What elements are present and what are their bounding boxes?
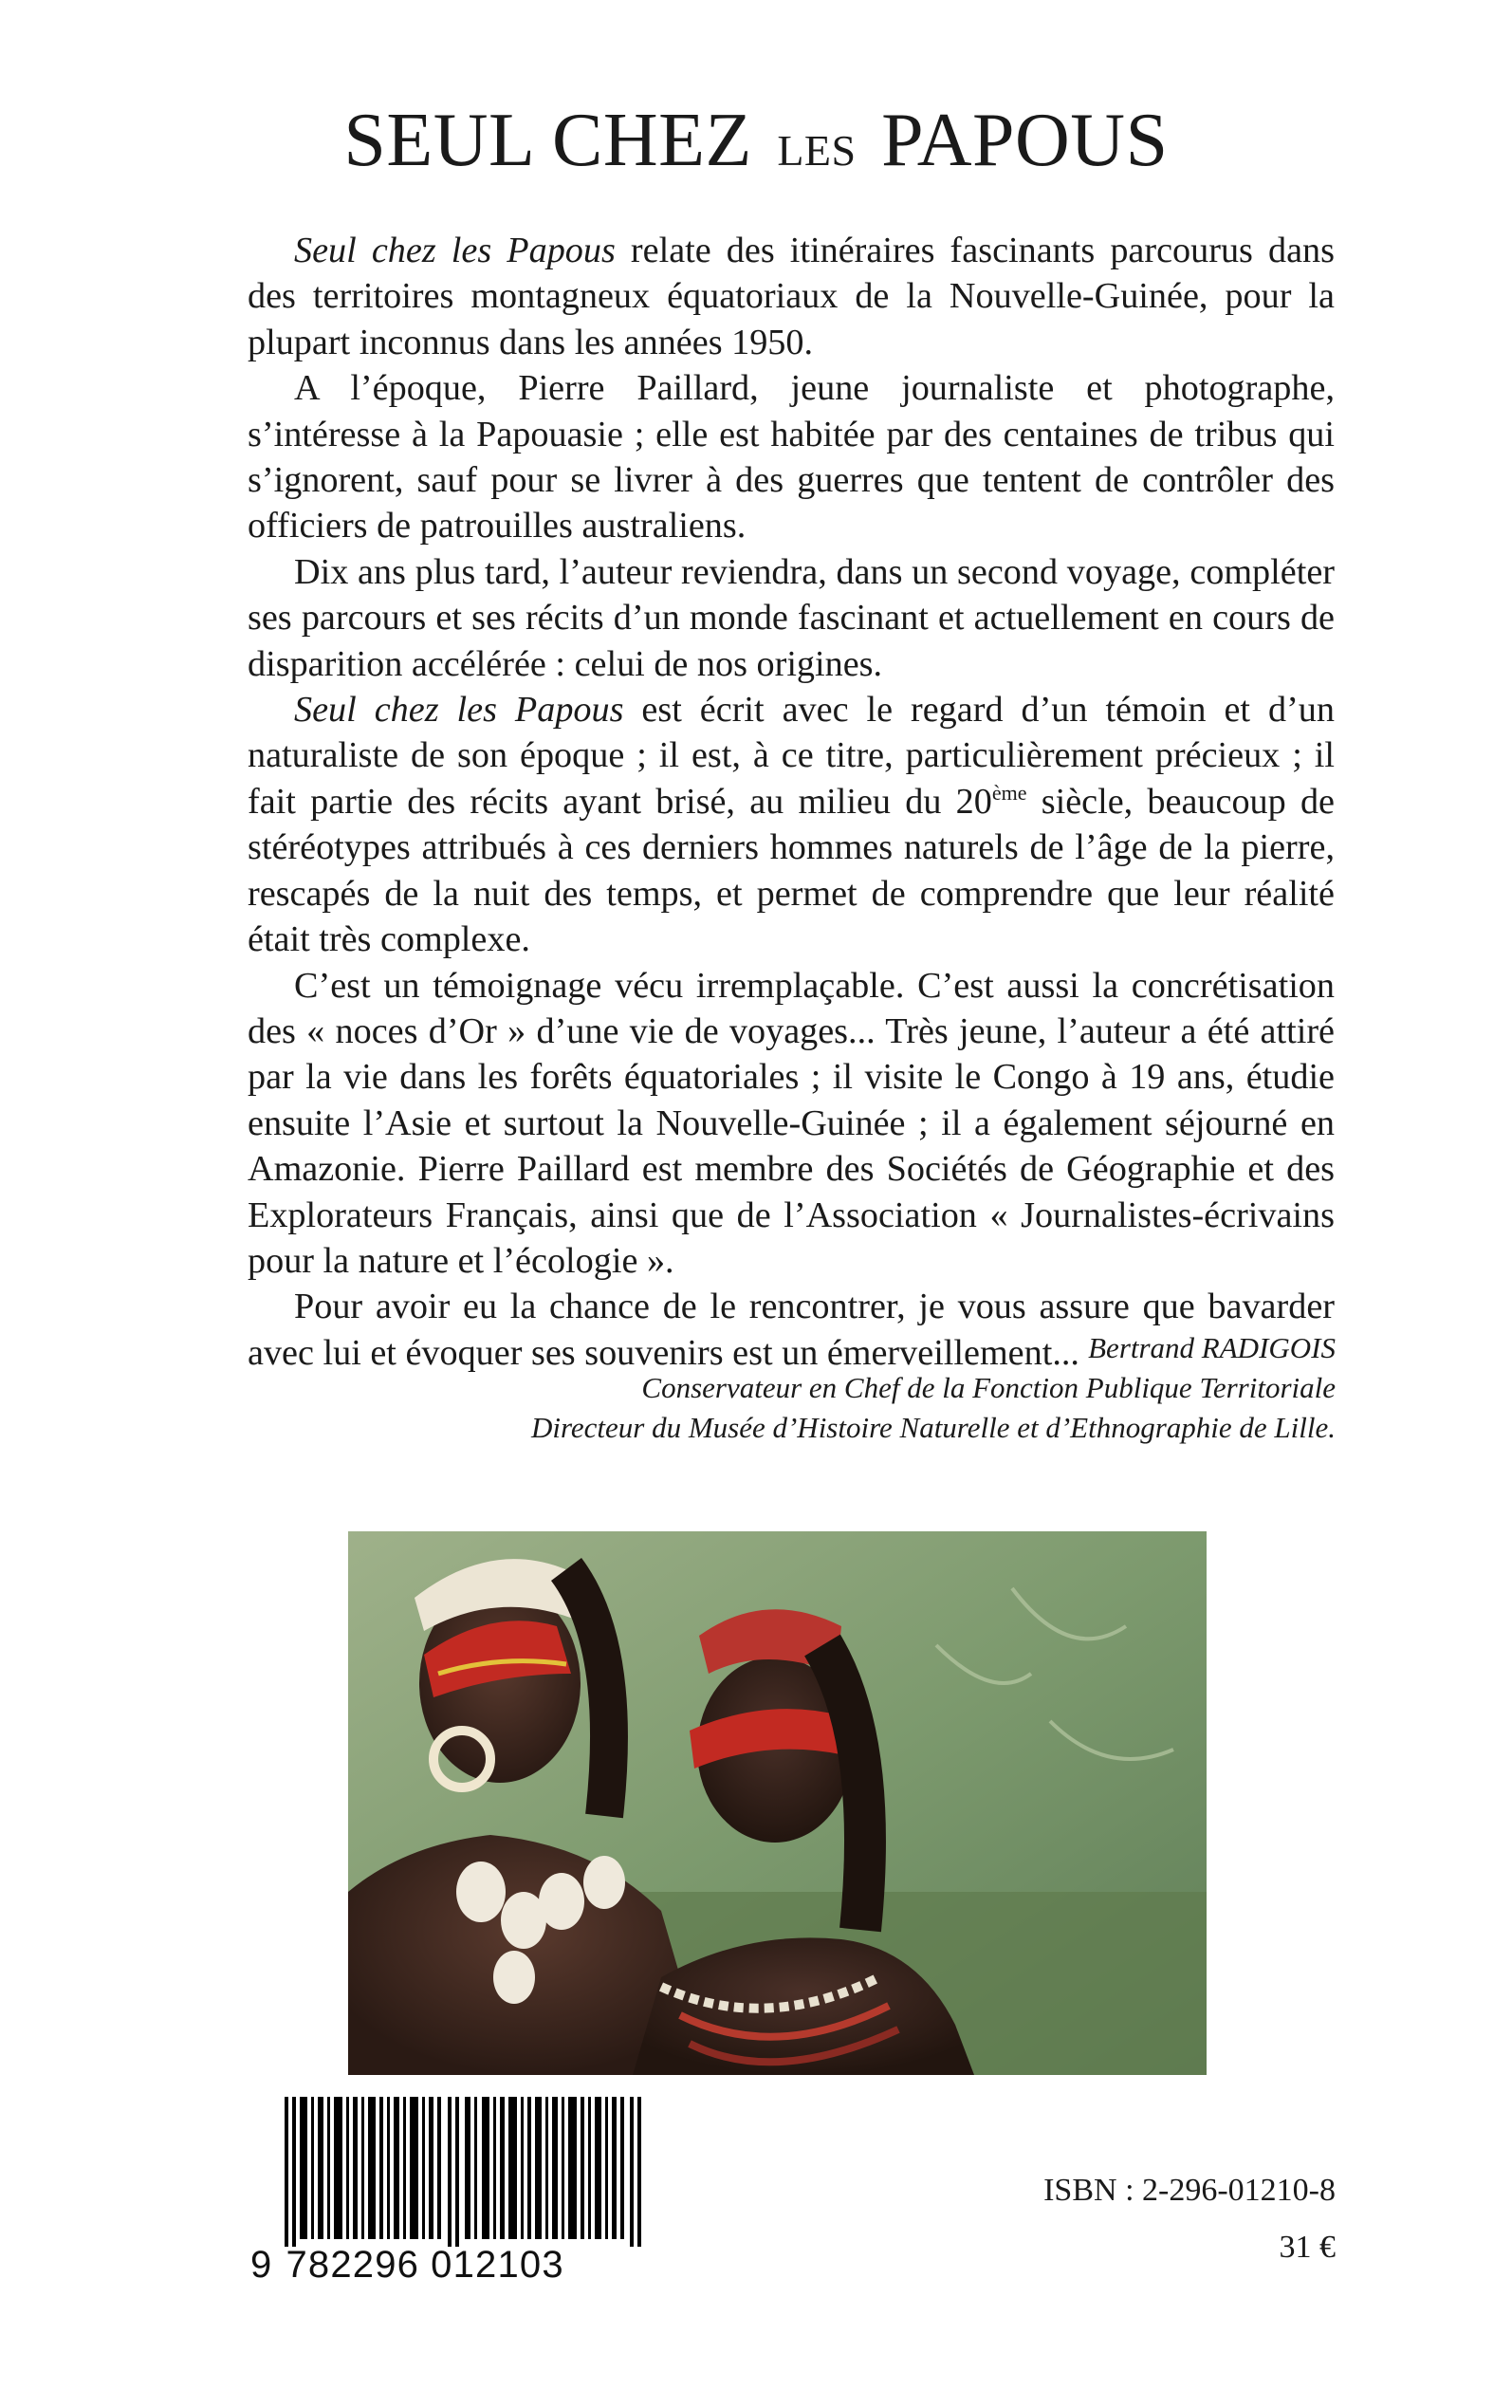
book-title-italic: Seul chez les Papous <box>294 690 624 731</box>
paragraph-3: Dix ans plus tard, l’auteur reviendra, dans un second voyage, compléter ses parcours et ses récits d’un monde fascinant et actuellement en cours de disparition accélérée : celui de nos origines. <box>248 551 1335 684</box>
isbn-label: ISBN : 2-296-01210-8 <box>1043 2173 1336 2208</box>
barcode-bars <box>285 2097 645 2247</box>
paragraph-5: C’est un témoignage vécu irremplaçable. C’est aussi la concrétisation des « noces d’Or » d’une vie de voyages... Très jeune, l’auteur a été attiré par la vie dans les forêts équatoriales ; il visite le Congo à 19 ans, étudie ensuite l’Asie et surtout la Nouvelle-Guinée ; il a également séjourné en Amazonie. Pierre Paillard est membre des Sociétés de Géographie et des Explorateurs Français, ainsi que de l’Association « Journalistes-écrivains pour la nature et l’écologie ». <box>248 965 1335 1281</box>
paragraph-6: Pour avoir eu la chance de le rencontrer, je vous assure que bavarder avec lui et évoquer ses souvenirs est un émerveillement... <box>248 1287 1335 1373</box>
title-part-2: PAPOUS <box>881 99 1169 182</box>
book-title-italic: Seul chez les Papous <box>294 231 616 270</box>
barcode-digits <box>250 2244 649 2287</box>
paragraph-1: Seul chez les Papous relate des itinéraires fascinants parcourus dans des territoires montagneux équatoriaux de la Nouvelle-Guinée, pour la plupart inconnus dans les années 1950. <box>248 231 1335 362</box>
barcode-first-digit: 9 <box>250 2244 273 2286</box>
title-part-1: SEUL CHEZ <box>343 99 752 182</box>
cover-photo <box>348 1531 1207 2075</box>
paragraph-4: Seul chez les Papous est écrit avec le regard d’un témoin et d’un naturaliste de son époque ; il est, à ce titre, particulièrement précieux ; il fait partie des récits ayant brisé, au milieu du 20ème siècle, beaucoup de stéréotypes attribués à ces derniers hommes naturels de l’âge de la pierre, rescapés de la nuit des temps, et permet de comprendre que leur réalité était très complexe. <box>248 690 1335 960</box>
signature-position: Directeur du Musée d’Histoire Naturelle et d’Ethnographie de Lille. <box>530 1411 1336 1444</box>
back-cover-blurb <box>248 228 1335 1376</box>
signature-role: Conservateur en Chef de la Fonction Publique Territoriale <box>641 1371 1336 1404</box>
signature-block <box>531 1328 1336 1448</box>
barcode <box>247 2097 645 2287</box>
price-label: 31 € <box>1279 2230 1336 2265</box>
photo-illustration <box>348 1531 1207 2075</box>
book-title <box>0 99 1512 182</box>
signature-name: Bertrand RADIGOIS <box>1088 1331 1336 1364</box>
paragraph-2: A l’époque, Pierre Paillard, jeune journaliste et photographe, s’intéresse à la Papouasie ; elle est habitée par des centaines de tribus qui s’ignorent, sauf pour se livrer à des guerres que tentent de contrôler des officiers de patrouilles australiens. <box>248 368 1335 546</box>
title-part-small: LES <box>777 126 857 175</box>
barcode-group-1: 782296 <box>286 2244 420 2286</box>
barcode-group-2: 012103 <box>431 2244 564 2286</box>
